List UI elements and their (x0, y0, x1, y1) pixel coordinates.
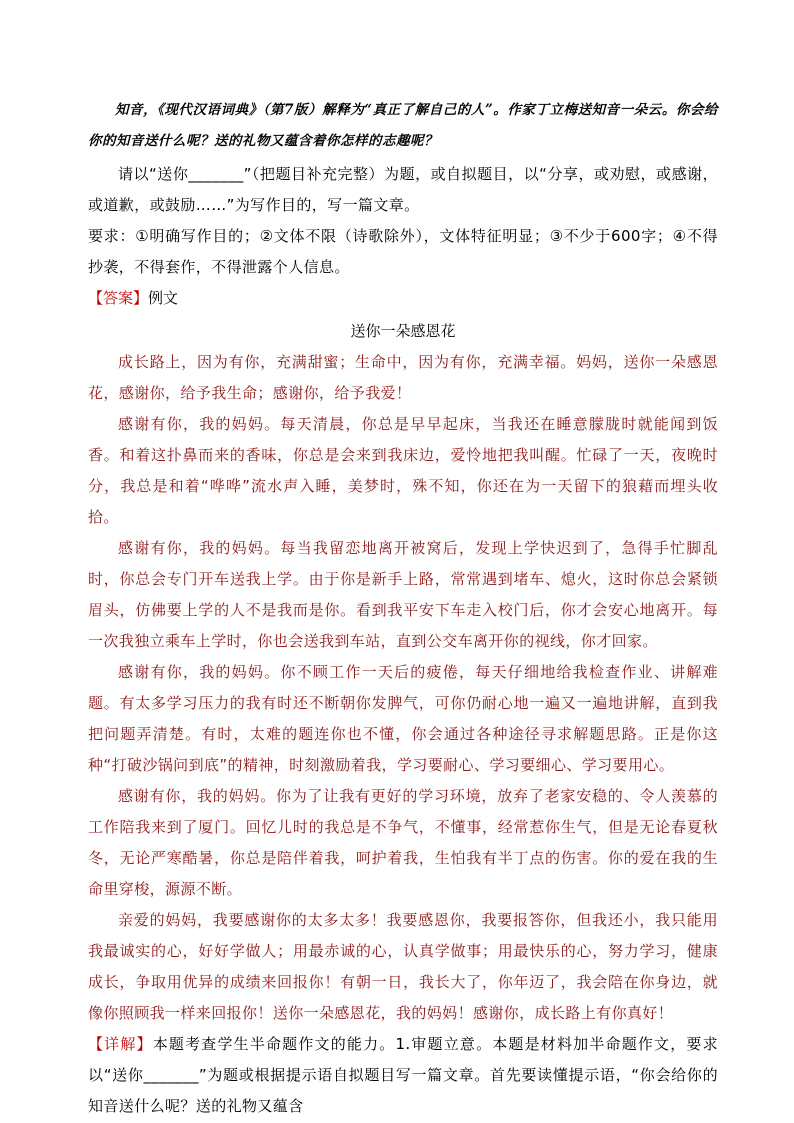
essay-paragraph: 亲爱的妈妈，我要感谢你的太多太多！我要感恩你，我要报答你，但我还小，我只能用我最诚实的心，好好学做人；用最赤诚的心，认真学做事；用最快乐的心，努力学习，健康成长，争取用优异的成绩来回报你！有朝一日，我长大了，你年迈了，我会陪在你身边，就像你照顾我一样来回报你！送你一朵感恩花，我的妈妈！感谢你，成长路上有你真好！ (88, 911, 718, 1022)
essay-paragraph: 成长路上，因为有你，充满甜蜜；生命中，因为有你，充满幸福。妈妈，送你一朵感恩花，感谢你，给予我生命；感谢你，给予我爱！ (88, 353, 718, 402)
essay-paragraph: 感谢有你，我的妈妈。每当我留恋地离开被窝后，发现上学快迟到了，急得手忙脚乱时，你总会专门开车送我上学。由于你是新手上路，常常遇到堵车、熄火，这时你总会紧锁眉头，仿佛要上学的人不是我而是你。看到我平安下车走入校门后，你才会安心地离开。每一次我独立乘车上学时，你也会送我到车站，直到公交车离开你的视线，你才回家。 (88, 539, 718, 650)
detail-tag: 【详解】 (88, 1035, 153, 1053)
prompt-requirements: 要求：①明确写作目的；②文体不限（诗歌除外），文体特征明显；③不少于600字；④不得抄袭，不得套作，不得泄露个人信息。 (88, 227, 718, 276)
answer-line (88, 283, 718, 314)
essay-paragraph: 感谢有你，我的妈妈。每天清晨，你总是早早起床，当我还在睡意朦胧时就能闻到饭香。和着这扑鼻而来的香味，你总是会来到我床边，爱怜地把我叫醒。忙碌了一天，夜晚时分，我总是和着“哗哗”流水声入睡，美梦时，殊不知，你还在为一天留下的狼藉而埋头收拾。 (88, 415, 718, 526)
answer-tag: 【答案】 (88, 289, 149, 307)
essay-paragraph: 感谢有你，我的妈妈。你为了让我有更好的学习环境，放弃了老家安稳的、令人羡慕的工作陪我来到了厦门。回忆儿时的我总是不争气，不懂事，经常惹你生气，但是无论春夏秋冬，无论严寒酷暑，你总是陪伴着我，呵护着我，生怕我有半丁点的伤害。你的爱在我的生命里穿梭，源源不断。 (88, 787, 718, 898)
document-page (88, 95, 718, 1122)
prompt-instruction: 请以“送你_______”（把题目补充完整）为题，或自拟题目，以“分享，或劝慰，或感谢，或道歉，或鼓励……”为写作目的，写一篇文章。 (88, 165, 718, 214)
detail-section (88, 1029, 718, 1122)
essay-body (88, 347, 718, 1029)
essay-paragraph: 感谢有你，我的妈妈。你不顾工作一天后的疲倦，每天仔细地给我检查作业、讲解难题。有太多学习压力的我有时还不断朝你发脾气，可你仍耐心地一遍又一遍地讲解，直到我把问题弄清楚。有时，太难的题连你也不懂，你会通过各种途径寻求解题思路。正是你这种“打破沙锅问到底”的精神，时刻激励着我，学习要耐心、学习要细心、学习要用心。 (88, 663, 718, 774)
essay-title: 送你一朵感恩花 (350, 322, 456, 340)
answer-label: 例文 (148, 289, 179, 307)
prompt-quote: 知音，《现代汉语词典》（第7版）解释为“真正了解自己的人”。作家丁立梅送知音一朵云。你会给你的知音送什么呢？送的礼物又蕴含着你怎样的志趣呢？ (88, 102, 718, 149)
detail-text: 本题考查学生半命题作文的能力。1.审题立意。本题是材料加半命题作文，要求以“送你_______”为题或根据提示语自拟题目写一篇文章。首先要读懂提示语，“你会给你的知音送什么呢？送的礼物又蕴含 (88, 1035, 718, 1115)
